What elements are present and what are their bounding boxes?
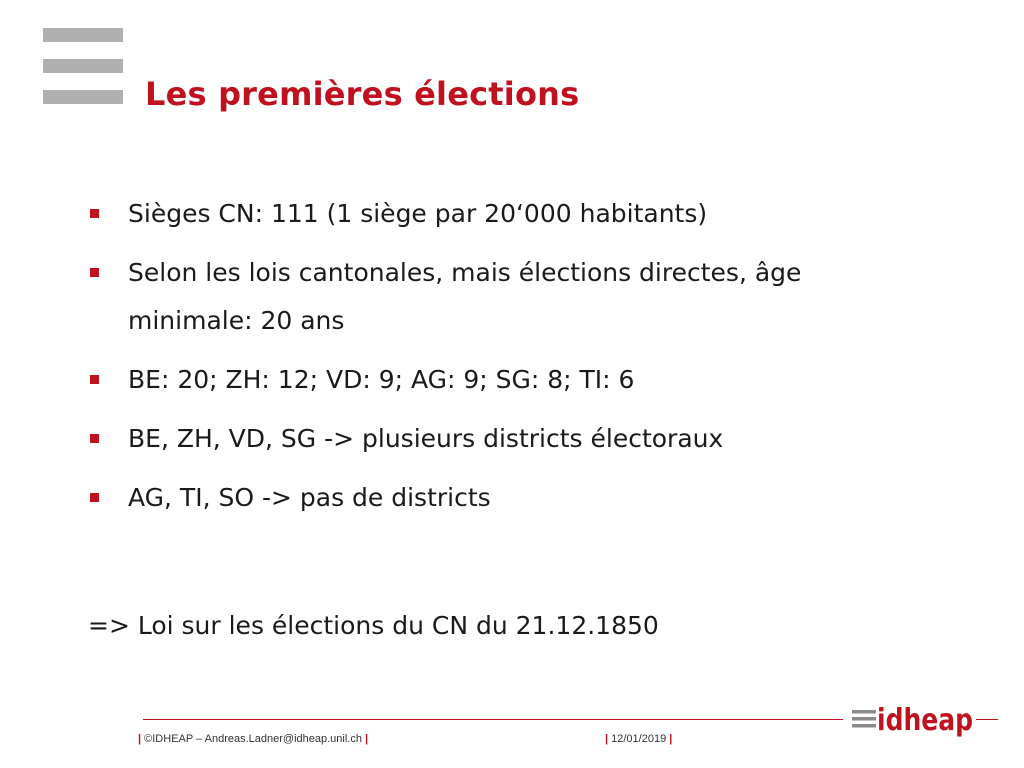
bullet-square-icon xyxy=(90,375,99,384)
footer-pipe: | xyxy=(605,733,609,745)
bullet-item xyxy=(88,249,968,345)
decoration-bar xyxy=(43,90,123,104)
footer-date-text: 12/01/2019 xyxy=(611,733,667,745)
bullet-item xyxy=(88,190,968,238)
bullet-square-icon xyxy=(90,493,99,502)
bullet-item xyxy=(88,474,968,522)
logo-divider xyxy=(976,719,998,720)
footer-pipe: | xyxy=(365,733,369,745)
bullet-text: BE: 20; ZH: 12; VD: 9; AG: 9; SG: 8; TI: 6 xyxy=(128,365,635,394)
footer-pipe: | xyxy=(138,733,142,745)
slide-title: Les premières élections xyxy=(145,75,580,113)
bullet-text: Sièges CN: 111 (1 siège par 20‘000 habitants) xyxy=(128,199,708,228)
footer-date xyxy=(605,733,672,745)
footer-divider xyxy=(143,719,843,720)
bullet-text: AG, TI, SO -> pas de districts xyxy=(128,483,491,512)
bullet-text: Selon les lois cantonales, mais élections directes, âge minimale: 20 ans xyxy=(128,258,802,335)
footer-pipe: | xyxy=(669,733,673,745)
footer-copyright xyxy=(138,733,368,745)
bullet-square-icon xyxy=(90,209,99,218)
bullet-square-icon xyxy=(90,434,99,443)
idheap-logo-icon xyxy=(852,696,976,742)
bullet-text: BE, ZH, VD, SG -> plusieurs districts électoraux xyxy=(128,424,724,453)
footer-copyright-text: ©IDHEAP – Andreas.Ladner@idheap.unil.ch xyxy=(144,733,362,745)
logo-text: idheap xyxy=(877,703,973,738)
decoration-bar xyxy=(43,59,123,73)
bullet-square-icon xyxy=(90,268,99,277)
title-decoration-bars xyxy=(43,28,123,121)
decoration-bar xyxy=(43,28,123,42)
bullet-item xyxy=(88,356,968,404)
bullet-list xyxy=(88,190,968,533)
bullet-item xyxy=(88,415,968,463)
conclusion-text: => Loi sur les élections du CN du 21.12.1850 xyxy=(88,611,659,640)
